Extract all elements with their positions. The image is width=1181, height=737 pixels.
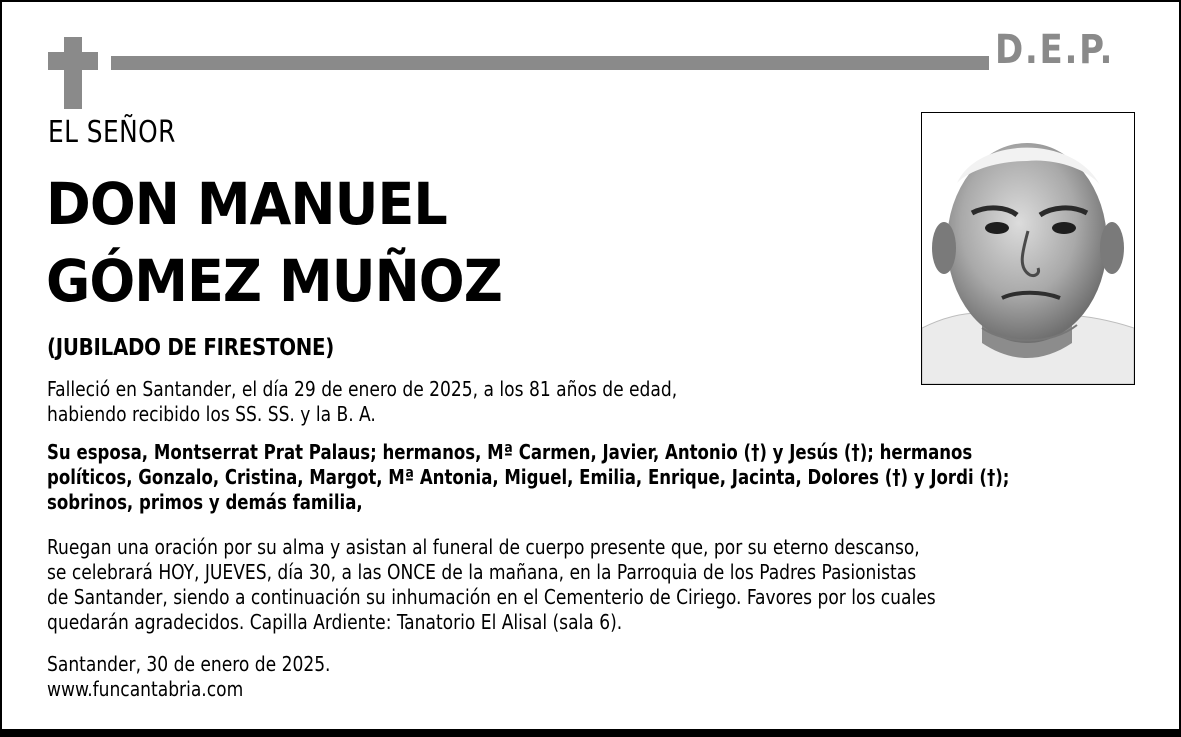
- death-notice-line: Falleció en Santander, el día 29 de enero de 2025, a los 81 años de edad,: [47, 377, 678, 401]
- family-line: políticos, Gonzalo, Cristina, Margot, Mª Antonia, Miguel, Emilia, Enrique, Jacinta, Dolores (†) y Jordi (†);: [47, 465, 1010, 489]
- place-date: Santander, 30 de enero de 2025.: [47, 652, 331, 676]
- deceased-name-line-1: DON MANUEL: [46, 170, 447, 238]
- title-prefix: EL SEÑOR: [48, 115, 176, 150]
- footer: [47, 652, 331, 702]
- family-line: Su esposa, Montserrat Prat Palaus; hermanos, Mª Carmen, Javier, Antonio (†) y Jesús (†); hermanos: [47, 440, 973, 464]
- deceased-name-line-2: GÓMEZ MUÑOZ: [46, 247, 502, 315]
- funeral-line: Ruegan una oración por su alma y asistan al funeral de cuerpo presente que, por su eterno descanso,: [47, 535, 920, 559]
- cross-icon-horizontal: [48, 52, 98, 70]
- cross-icon-vertical: [64, 37, 82, 109]
- funeral-line: quedarán agradecidos. Capilla Ardiente: Tanatorio El Alisal (sala 6).: [47, 610, 623, 634]
- dep-label: D.E.P.: [995, 27, 1115, 73]
- death-notice: [47, 377, 677, 427]
- death-notice-line: habiendo recibido los SS. SS. y la B. A.: [47, 402, 376, 426]
- funeral-details: [47, 535, 936, 635]
- website-link[interactable]: www.funcantabria.com: [47, 677, 244, 701]
- header-rule: [111, 56, 989, 70]
- portrait-photo: [921, 112, 1135, 385]
- occupation: (JUBILADO DE FIRESTONE): [47, 335, 335, 361]
- funeral-line: se celebrará HOY, JUEVES, día 30, a las ONCE de la mañana, en la Parroquia de los Padres Pasionistas: [47, 560, 917, 584]
- family-list: [47, 440, 1009, 515]
- family-line: sobrinos, primos y demás familia,: [47, 490, 363, 514]
- funeral-line: de Santander, siendo a continuación su inhumación en el Cementerio de Ciriego. Favores por los cuales: [47, 585, 936, 609]
- portrait-illustration: [922, 113, 1134, 384]
